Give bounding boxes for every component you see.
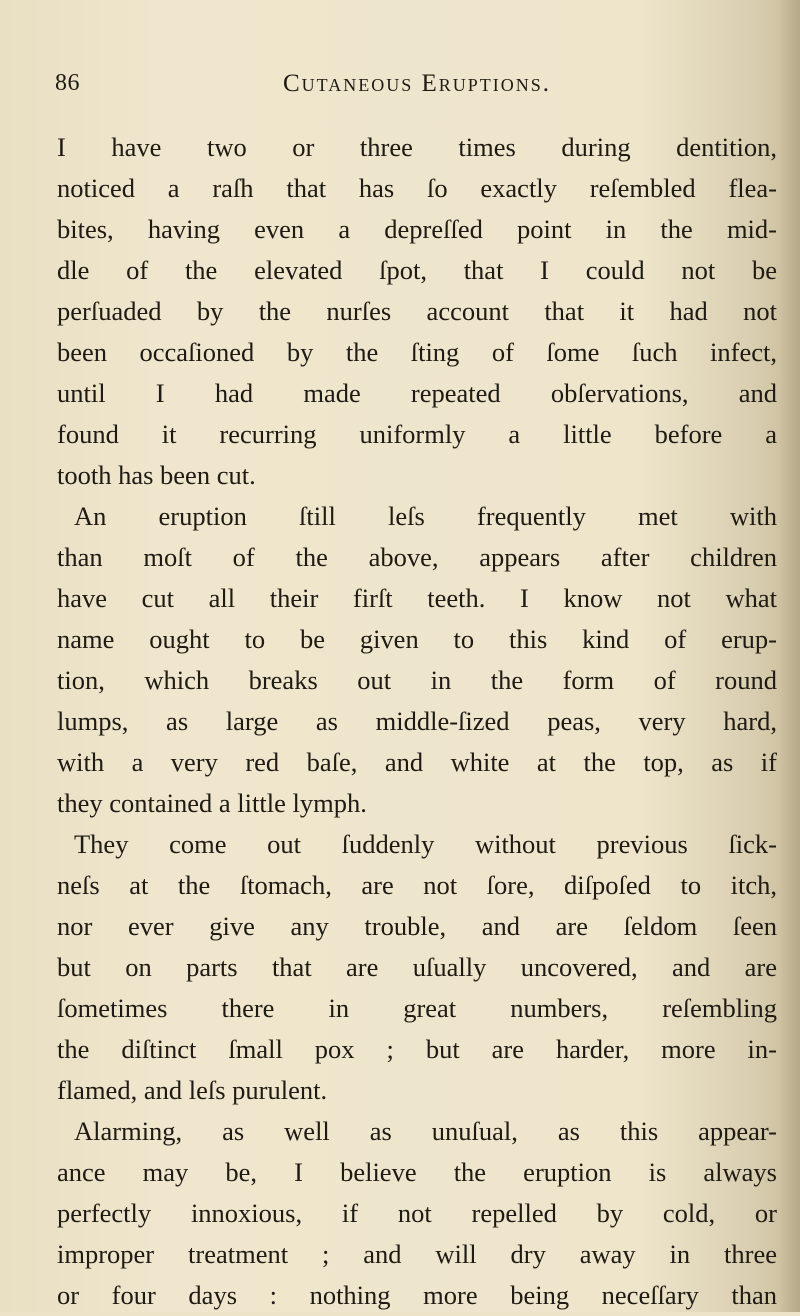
page-edge-shadow [778, 0, 800, 1312]
text-line: but on parts that are uſually uncovered, and are [57, 952, 777, 982]
text-line: tion, which breaks out in the form of round [57, 665, 777, 695]
text-line: found it recurring uniformly a little before a [57, 419, 777, 449]
text-line: lumps, as large as middle-ſized peas, very hard, [57, 706, 777, 736]
text-line: improper treatment ; and will dry away in three [57, 1239, 777, 1269]
text-line: bites, having even a depreſſed point in the mid- [57, 214, 777, 244]
text-line: neſs at the ſtomach, are not ſore, diſpoſed to itch, [57, 870, 777, 900]
text-line: dle of the elevated ſpot, that I could not be [57, 255, 777, 285]
text-line: ance may be, I believe the eruption is always [57, 1157, 777, 1187]
text-line: perſuaded by the nurſes account that it had not [57, 296, 777, 326]
text-line: than moſt of the above, appears after children [57, 542, 777, 572]
text-line: flamed, and leſs purulent. [57, 1075, 328, 1105]
text-line: until I had made repeated obſervations, and [57, 378, 777, 408]
text-line: or four days : nothing more being neceſſary than [57, 1280, 777, 1310]
text-line: tooth has been cut. [57, 460, 256, 490]
text-line: I have two or three times during dentition, [57, 132, 777, 162]
text-line: with a very red baſe, and white at the top, as if [57, 747, 777, 777]
text-line: have cut all their firſt teeth. I know not what [57, 583, 777, 613]
text-line: Alarming, as well as unuſual, as this appear- [74, 1116, 777, 1146]
text-line: they contained a little lymph. [57, 788, 367, 818]
page-number: 86 [55, 70, 80, 96]
text-line: noticed a raſh that has ſo exactly reſembled flea- [57, 173, 777, 203]
page-header [55, 70, 755, 110]
text-line: They come out ſuddenly without previous ſick- [74, 829, 777, 859]
text-line: An eruption ſtill leſs frequently met with [74, 501, 777, 531]
text-line: perfectly innoxious, if not repelled by cold, or [57, 1198, 777, 1228]
text-line: been occaſioned by the ſting of ſome ſuch infect, [57, 337, 777, 367]
text-line: nor ever give any trouble, and are ſeldom ſeen [57, 911, 777, 941]
text-line: the diſtinct ſmall pox ; but are harder, more in- [57, 1034, 777, 1064]
running-head: Cutaneous Eruptions. [283, 70, 552, 97]
text-line: name ought to be given to this kind of erup- [57, 624, 777, 654]
text-line: ſometimes there in great numbers, reſembling [57, 993, 777, 1023]
body-text [57, 127, 777, 1316]
